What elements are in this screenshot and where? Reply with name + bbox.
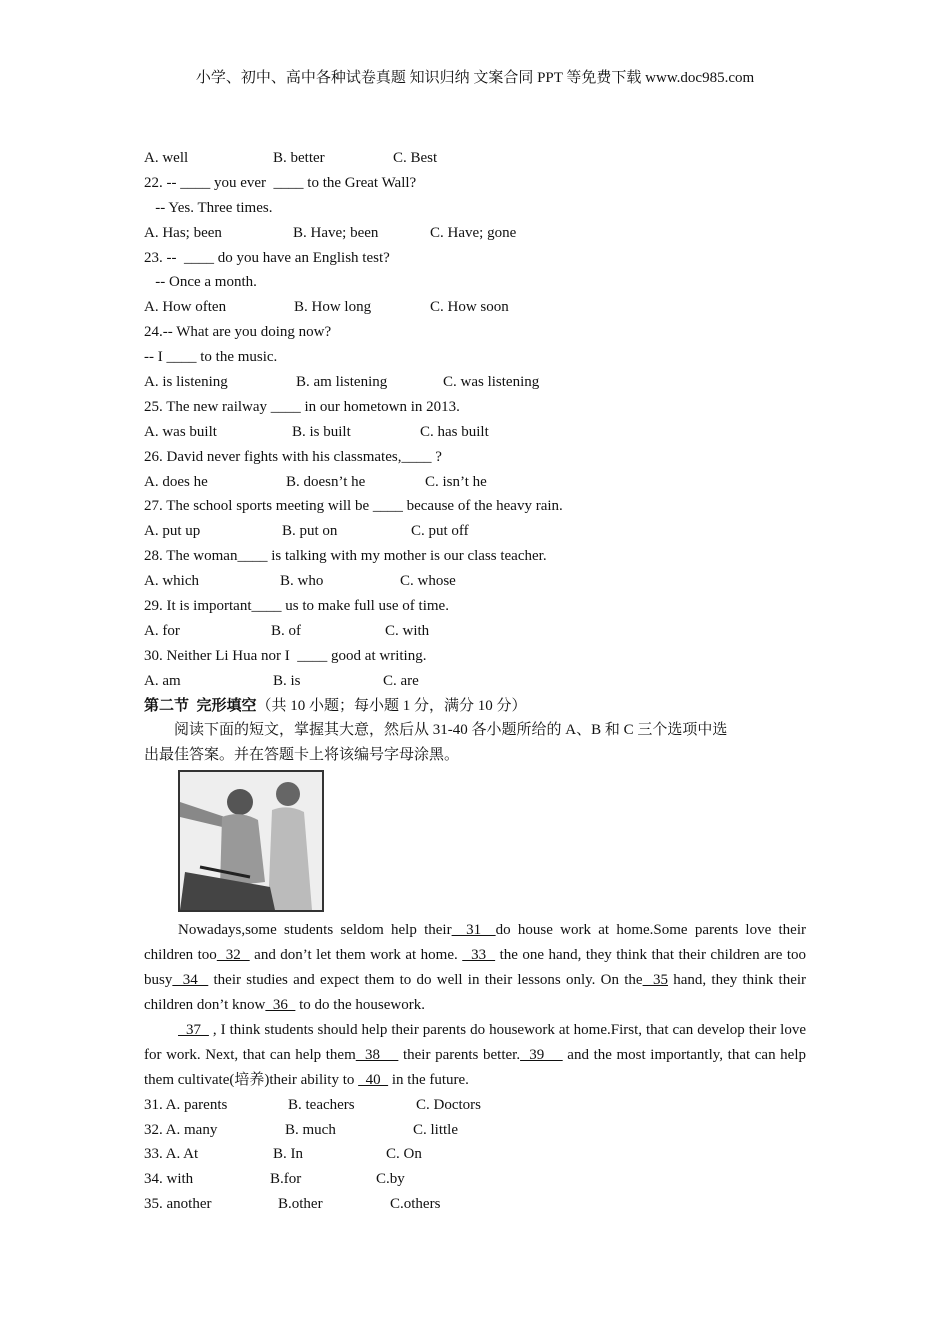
section-heading [144,694,806,719]
blank-number: 31 [451,922,496,939]
option-c: C. whose [400,573,456,590]
option-b: B. who [280,573,324,590]
question-line: 22. -- ____ you ever ____ to the Great Wall? [144,174,417,191]
option-a: 31. A. parents [144,1096,228,1113]
passage-paragraph [144,918,806,1018]
passage-text: and the most importantly, that can help them cultivate(培养)their ability to [144,1046,806,1088]
question-line: -- Yes. Three times. [144,199,273,216]
option-b: B. put on [282,523,338,540]
passage-text: their parents better. [398,1046,521,1063]
question-line: -- Once a month. [144,274,257,291]
option-a: A. which [144,573,199,590]
options-row [144,1118,806,1143]
question-line: 26. David never fights with his classmates,____ ? [144,448,442,465]
options-row [144,619,806,644]
option-c: C. little [413,1121,458,1138]
option-b: B. In [273,1146,303,1163]
options-row [144,1167,806,1192]
passage-text: their studies and expect them to do well in their lessons only. On the [208,972,643,989]
passage-text: do house work at home.Some parents love their children too [144,922,806,964]
option-b: B.other [278,1196,323,1213]
option-c: C. isn’t he [425,473,487,490]
options-row [144,420,806,445]
options-row [144,1093,806,1118]
option-b: B. teachers [288,1096,355,1113]
options-row [144,519,806,544]
option-c: C. On [386,1146,422,1163]
passage-text: Nowadays,some students seldom help their [178,922,452,939]
passage-text: the one hand, they think that their children are too busy [144,947,807,989]
option-b: B. Have; been [293,224,379,241]
question-line: 25. The new railway ____ in our hometown in 2013. [144,398,460,415]
option-b: B. How long [294,299,372,316]
option-a: 32. A. many [144,1121,218,1138]
option-c: C. Best [393,150,438,166]
option-a: A. put up [144,523,201,540]
section-title: 第二节 完形填空 [144,697,257,714]
question-line: 30. Neither Li Hua nor I ____ good at writing. [144,647,427,664]
option-c: C. are [383,672,419,689]
cloze-passage [144,918,806,1092]
page-header: 小学、初中、高中各种试卷真题 知识归纳 文案合同 PPT 等免费下载 www.doc985.com [195,70,755,86]
option-a: A. How often [144,299,227,316]
option-c: C.others [390,1196,441,1213]
instruction-line: 出最佳答案。并在答题卡上将该编号字母涂黑。 [144,747,460,764]
options-row [144,569,806,594]
section-note: （共 10 小题；每小题 1 分，满分 10 分） [256,697,527,714]
option-a: 34. with [144,1171,194,1188]
blank-number: 37 [178,1021,209,1038]
option-b: B. of [271,622,301,639]
option-a: A. well [144,150,189,166]
photo-two-people [178,770,324,912]
blank-number: 36 [265,996,296,1013]
question-line: 29. It is important____ us to make full use of time. [144,598,449,615]
option-a: A. am [144,672,181,689]
passage-text: , I think students should help their parents do housework at home.First, that can develop their love for work. Next, that can help them [144,1021,807,1063]
passage-text: in the future. [388,1071,469,1088]
option-b: B. is built [292,423,351,440]
question-line: 28. The woman____ is talking with my mother is our class teacher. [144,548,547,565]
option-a: A. Has; been [144,224,222,241]
options-row [144,146,806,171]
multiple-choice-section [144,146,806,694]
blank-number: 35 [642,972,669,989]
blank-number: 34 [172,972,209,989]
option-c: C. put off [411,523,469,540]
question-line: -- I ____ to the music. [144,349,278,366]
cloze-options [144,1093,806,1217]
blank-number: 32 [216,947,250,964]
option-c: C. has built [420,423,489,440]
blank-number: 40 [358,1071,389,1088]
option-a: A. is listening [144,374,228,391]
question-line: 27. The school sports meeting will be ____ because of the heavy rain. [144,498,563,515]
option-c: C. Doctors [416,1096,481,1113]
passage-text: hand, they think their children don’t know [144,972,807,1013]
option-b: B. is [273,672,301,689]
passage-text: and don’t let them work at home. [249,947,463,964]
options-row [144,295,806,320]
blank-number: 38 [355,1046,399,1063]
blank-number: 33 [462,947,496,964]
option-c: C. was listening [443,374,540,391]
option-a: 33. A. At [144,1146,199,1163]
instruction-line: 阅读下面的短文，掌握其大意，然后从 31-40 各小题所给的 A、B 和 C 三个选项中选 [174,722,728,739]
options-row [144,1142,806,1167]
passage-text: to do the housework. [295,996,425,1013]
options-row [144,370,806,395]
option-a: A. for [144,622,180,639]
option-b: B. better [273,150,325,166]
options-row [144,221,806,246]
option-a: A. was built [144,423,217,440]
option-b: B.for [270,1171,302,1188]
option-a: 35. another [144,1196,212,1213]
document-body [144,146,806,1217]
option-c: C. Have; gone [430,224,517,241]
option-c: C. with [385,622,430,639]
options-row [144,470,806,495]
option-a: A. does he [144,473,208,490]
question-line: 24.-- What are you doing now? [144,324,332,341]
options-row [144,1192,806,1217]
option-b: B. much [285,1121,336,1138]
blank-number: 39 [520,1046,563,1063]
options-row [144,669,806,694]
option-b: B. doesn’t he [286,473,366,490]
option-c: C.by [376,1171,405,1188]
option-c: C. How soon [430,299,509,316]
option-b: B. am listening [296,374,388,391]
question-line: 23. -- ____ do you have an English test? [144,249,390,266]
passage-paragraph [144,1018,806,1093]
